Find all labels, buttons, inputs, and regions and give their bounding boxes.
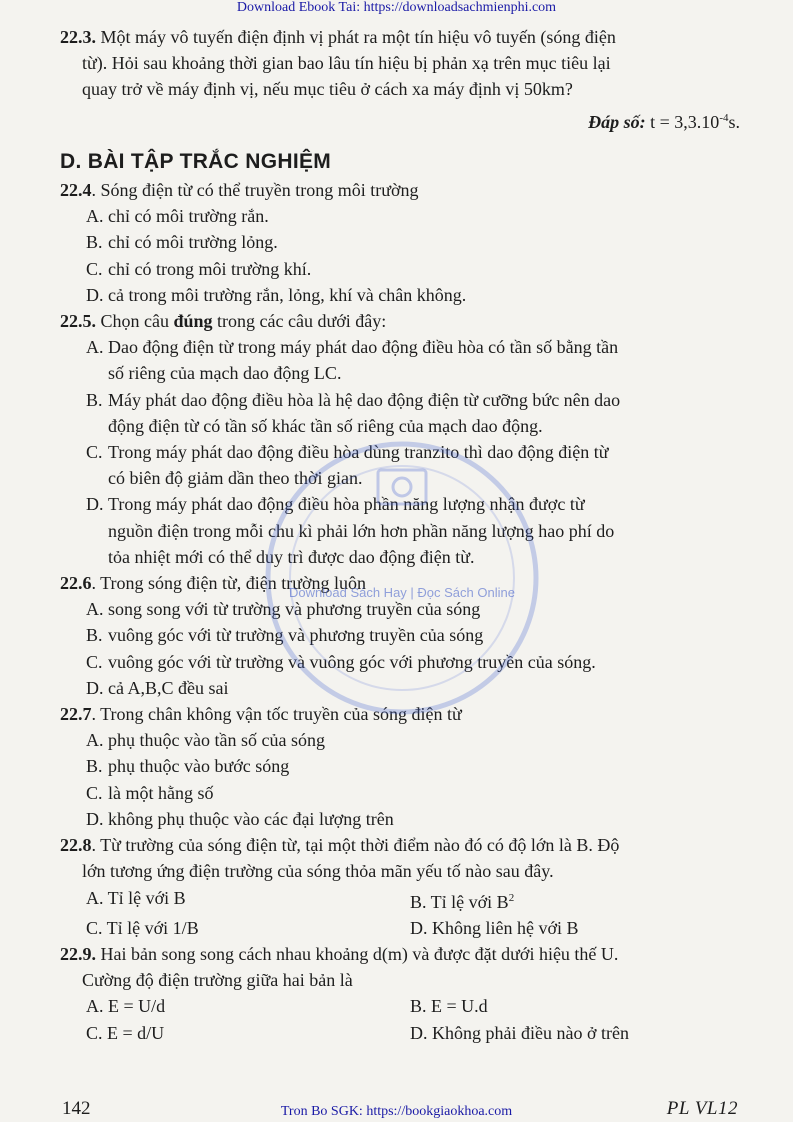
option-b: B. Tỉ lệ với $B^2$ bbox=[410, 891, 515, 912]
watermark-text: Download Sách Hay | Đọc Sách Online bbox=[289, 585, 515, 600]
question-text-cont: quay trở về máy định vị, nếu mục tiêu ở cách xa máy định vị 50km? bbox=[82, 79, 573, 100]
answer-unit: s. bbox=[728, 111, 740, 132]
option-b: B. E = U.d bbox=[410, 996, 488, 1017]
option-b: B. vuông góc với từ trường và phương truyền của sóng bbox=[86, 625, 484, 646]
page-content bbox=[60, 24, 740, 1046]
question-number: 22.7 bbox=[60, 704, 92, 725]
option-c: C. Trong máy phát dao động điều hòa dùng tranzito thì dao động điện từ có biên độ giảm dần theo thời gian. bbox=[86, 442, 609, 489]
question-text-cont: từ). Hỏi sau khoảng thời gian bao lâu tín hiệu bị phản xạ trên mục tiêu lại bbox=[82, 53, 611, 74]
question-22-9 bbox=[60, 941, 740, 1046]
options-row bbox=[60, 885, 740, 915]
footer-link[interactable]: Tron Bo SGK: https://bookgiaokhoa.com bbox=[280, 1104, 513, 1119]
option-d: D. Trong máy phát dao động điều hòa phần năng lượng nhận được từ nguồn điện trong mỗi chu kì phải lớn hơn phần năng lượng hao phí do tỏa nhiệt mới có thể duy trì được dao động điện từ. bbox=[86, 494, 615, 567]
option-a: A. song song với từ trường và phương truyền của sóng bbox=[86, 599, 481, 620]
option-a: A. chỉ có môi trường rắn. bbox=[86, 206, 269, 227]
question-number: 22.3. bbox=[60, 27, 96, 47]
question-text: . Sóng điện từ có thể truyền trong môi trường bbox=[91, 180, 419, 201]
question-text: Một máy vô tuyến điện định vị phát ra một tín hiệu vô tuyến (sóng điện bbox=[100, 27, 616, 47]
header-download-link[interactable]: Download Ebook Tai: https://downloadsachmienphi.com bbox=[236, 0, 557, 15]
question-text: Chọn câu bbox=[100, 311, 169, 332]
option-d: D. cả trong môi trường rắn, lỏng, khí và chân không. bbox=[86, 284, 467, 305]
page-number: 142 bbox=[62, 1098, 91, 1119]
question-emphasis: đúng bbox=[173, 311, 213, 332]
answer-value: t = 3,3.10 bbox=[650, 111, 720, 132]
options-row bbox=[60, 915, 740, 941]
option-b: B. phụ thuộc vào bước sóng bbox=[86, 756, 290, 777]
question-22-5 bbox=[60, 308, 740, 570]
question-text: . Trong sóng điện từ, điện trường luôn bbox=[91, 573, 367, 594]
section-title: D. BÀI TẬP TRẮC NGHIỆM bbox=[60, 149, 332, 173]
question-number: 22.5. bbox=[60, 311, 96, 332]
question-number: 22.9. bbox=[60, 943, 96, 964]
option-b: B. Máy phát dao động điều hòa là hệ dao động điện từ cưỡng bức nên dao động điện từ có tần số khác tần số riêng của mạch dao động. bbox=[86, 389, 621, 436]
question-number: 22.8 bbox=[60, 835, 92, 856]
book-code: PL VL12 bbox=[666, 1098, 738, 1119]
question-22-8 bbox=[60, 832, 740, 941]
question-number: 22.6 bbox=[60, 573, 92, 594]
option-c: C. Tỉ lệ với 1/B bbox=[86, 917, 199, 938]
option-b: B. chỉ có môi trường lỏng. bbox=[86, 232, 278, 253]
option-d: D. không phụ thuộc vào các đại lượng trên bbox=[86, 808, 394, 829]
answer-label: Đáp số: bbox=[588, 111, 646, 132]
option-a: A. Dao động điện từ trong máy phát dao động điều hòa có tần số bằng tần số riêng của mạch dao động LC. bbox=[86, 337, 619, 384]
question-text-cont: Cường độ điện trường giữa hai bản là bbox=[82, 970, 353, 991]
page-footer bbox=[0, 1098, 793, 1122]
question-22-7 bbox=[60, 701, 740, 832]
option-d: D. Không liên hệ với B bbox=[410, 917, 579, 938]
option-c: C. E = d/U bbox=[86, 1022, 165, 1043]
option-a: A. phụ thuộc vào tần số của sóng bbox=[86, 730, 325, 751]
question-text: Hai bản song song cách nhau khoảng d(m) và được đặt dưới hiệu thế U. bbox=[100, 943, 619, 964]
question-text: . Trong chân không vận tốc truyền của sóng điện từ bbox=[91, 704, 462, 725]
question-22-4 bbox=[60, 177, 740, 308]
answer-exponent: -4 bbox=[719, 111, 729, 124]
question-text-cont: lớn tương ứng điện trường của sóng thỏa mãn yếu tố nào sau đây. bbox=[82, 861, 554, 882]
option-a: A. Tỉ lệ với B bbox=[86, 887, 186, 908]
option-c: C. chỉ có trong môi trường khí. bbox=[86, 258, 312, 279]
option-c: C. là một hằng số bbox=[86, 782, 214, 803]
option-d: D. Không phải điều nào ở trên bbox=[410, 1022, 629, 1043]
option-d: D. cả A,B,C đều sai bbox=[86, 677, 229, 698]
option-c: C. vuông góc với từ trường và vuông góc với phương truyền của sóng. bbox=[86, 651, 596, 672]
options-row bbox=[60, 1020, 740, 1046]
question-22-3 bbox=[60, 24, 740, 135]
option-a: A. E = U/d bbox=[86, 996, 166, 1017]
question-number: 22.4 bbox=[60, 180, 92, 201]
options-row bbox=[60, 993, 740, 1019]
answer-line bbox=[60, 105, 740, 135]
question-text: trong các câu dưới đây: bbox=[217, 311, 387, 332]
question-text: . Từ trường của sóng điện từ, tại một thời điểm nào đó có độ lớn là B. Độ bbox=[91, 835, 620, 856]
